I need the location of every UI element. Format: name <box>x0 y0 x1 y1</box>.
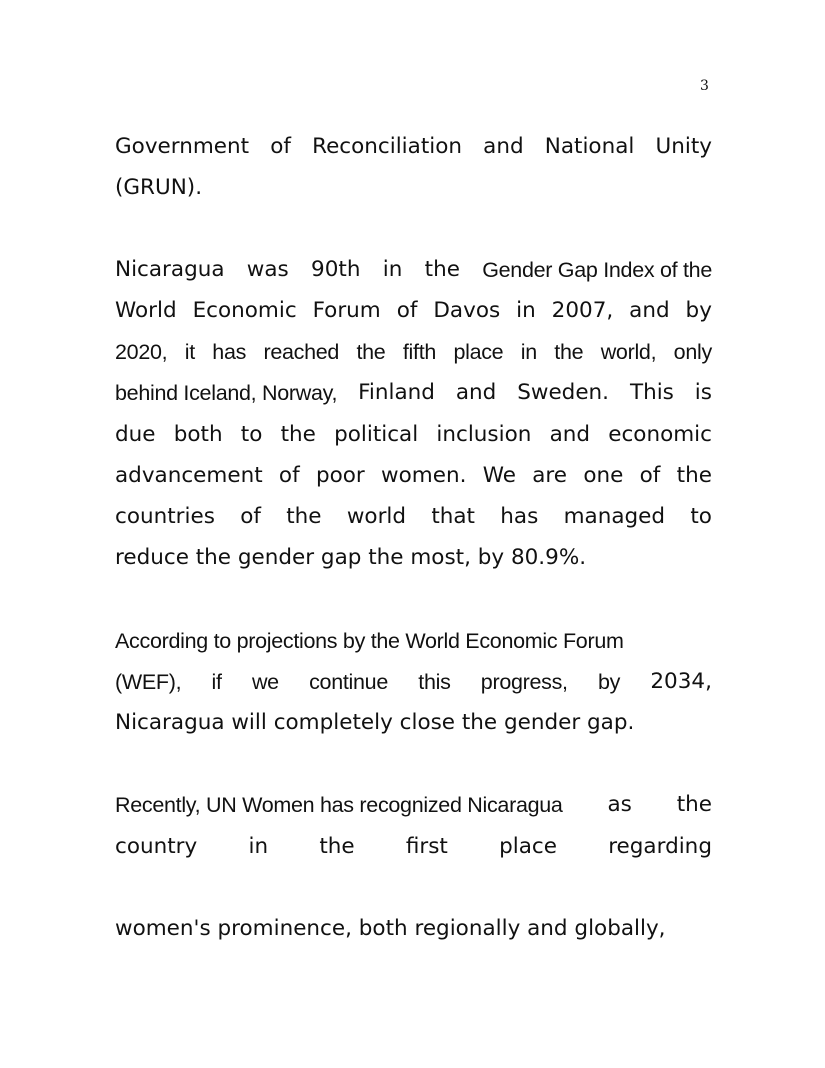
word: of <box>270 134 291 159</box>
word: in <box>516 298 536 323</box>
word: it <box>184 340 195 364</box>
word: in <box>520 340 537 364</box>
word: fifth <box>402 340 437 364</box>
word: reached <box>263 340 340 364</box>
word: has <box>212 340 247 364</box>
paragraph-line <box>115 461 712 491</box>
paragraph-line: reduce the gender gap the most, by 80.9%. <box>115 545 587 570</box>
word: Nicaragua <box>115 257 225 282</box>
word: Government <box>115 134 250 159</box>
word: by <box>685 298 712 323</box>
word: 2034, <box>650 669 712 694</box>
paragraph-line <box>115 132 712 162</box>
word: place <box>499 834 557 859</box>
paragraph-line <box>115 502 712 532</box>
paragraph-line <box>115 296 712 326</box>
word: the <box>356 340 386 364</box>
word: According to projections by the World Economic Forum <box>115 629 624 653</box>
word: first <box>405 834 448 859</box>
paragraph-line <box>115 626 712 656</box>
word: is <box>694 380 712 405</box>
word: and <box>483 134 524 159</box>
word: one <box>583 463 624 488</box>
word: due <box>115 422 156 447</box>
word: the <box>676 792 712 817</box>
word: women. <box>381 463 467 488</box>
word: world, <box>600 340 657 364</box>
word: Reconciliation <box>312 134 463 159</box>
paragraph-line <box>115 378 712 408</box>
word: This <box>629 380 674 405</box>
word: by <box>598 670 621 694</box>
word: managed <box>563 504 666 529</box>
paragraph-line <box>115 337 712 367</box>
word: and <box>455 380 497 405</box>
paragraph-line <box>115 667 712 697</box>
word: that <box>431 504 475 529</box>
word: was <box>246 257 289 282</box>
word: behind Iceland, Norway, <box>115 381 338 405</box>
word: in <box>248 834 269 859</box>
word: progress, <box>480 670 568 694</box>
word: Davos <box>433 298 501 323</box>
word: We <box>482 463 516 488</box>
word: this <box>418 670 451 694</box>
word: Finland <box>358 380 435 405</box>
word: 2020, <box>115 340 168 364</box>
word: we <box>251 670 279 694</box>
word: the <box>424 257 460 282</box>
word: has <box>500 504 539 529</box>
word: of <box>396 298 418 323</box>
word: Economic <box>192 298 297 323</box>
word: place <box>453 340 504 364</box>
word: if <box>211 670 222 694</box>
word: the <box>319 834 355 859</box>
paragraph-line: women's prominence, both regionally and globally, <box>115 916 666 941</box>
paragraph-line <box>115 255 712 285</box>
word: country <box>115 834 198 859</box>
paragraph-line <box>115 790 712 820</box>
word: as <box>607 792 632 817</box>
paragraph-line <box>115 420 712 450</box>
paragraph-line: (GRUN). <box>115 175 203 200</box>
word: to <box>690 504 712 529</box>
word: and <box>549 422 591 447</box>
word: advancement <box>115 463 263 488</box>
word: are <box>532 463 568 488</box>
word: the <box>286 504 322 529</box>
word: (WEF), <box>115 670 182 694</box>
word: both <box>173 422 223 447</box>
word: Recently, UN Women has recognized Nicaragua <box>115 793 563 817</box>
word: countries <box>115 504 215 529</box>
word: 90th <box>311 257 361 282</box>
word: 2007, <box>551 298 614 323</box>
word: the <box>554 340 584 364</box>
word: inclusion <box>436 422 532 447</box>
word: of <box>639 463 661 488</box>
paragraph-line <box>115 832 712 862</box>
word: regarding <box>608 834 712 859</box>
word: World <box>115 298 177 323</box>
word: continue <box>309 670 388 694</box>
word: only <box>673 340 712 364</box>
word: the <box>676 463 712 488</box>
word: Sweden. <box>517 380 610 405</box>
word: and <box>629 298 670 323</box>
word: Unity <box>655 134 712 159</box>
word: Forum <box>312 298 381 323</box>
word: Gender Gap Index of the <box>482 258 712 282</box>
word: poor <box>315 463 365 488</box>
word: political <box>334 422 419 447</box>
word: of <box>240 504 261 529</box>
word: in <box>382 257 403 282</box>
word: to <box>240 422 263 447</box>
word: economic <box>608 422 712 447</box>
word: world <box>346 504 407 529</box>
page-number: 3 <box>700 78 709 94</box>
word: of <box>278 463 300 488</box>
word: National <box>544 134 635 159</box>
word: the <box>280 422 316 447</box>
paragraph-line: Nicaragua will completely close the gender gap. <box>115 710 635 735</box>
